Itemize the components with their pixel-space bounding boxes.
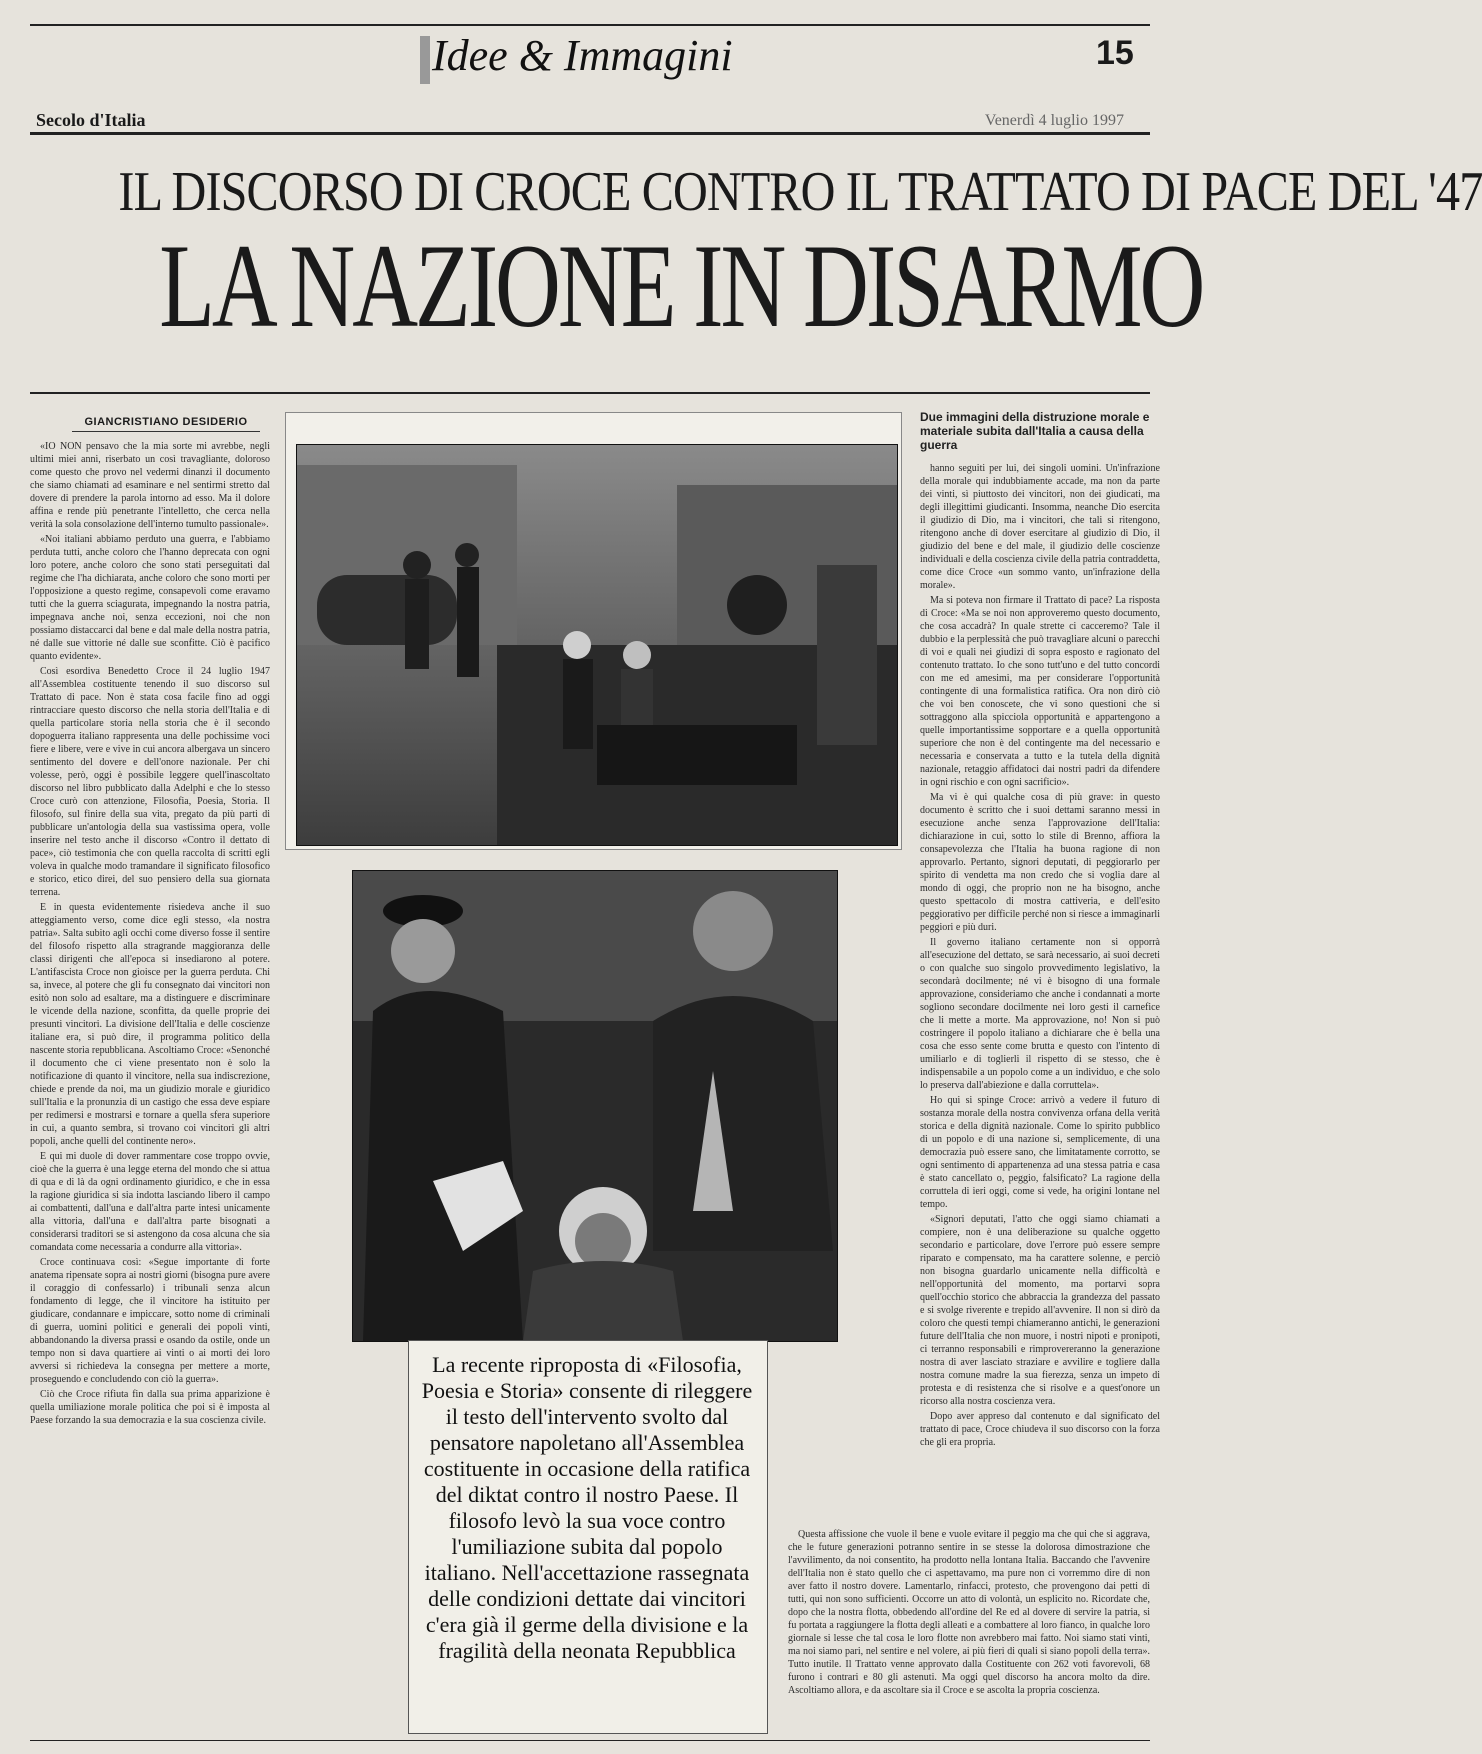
paragraph: E in questa evidentemente risiedeva anche il suo atteggiamento verso, come dice egli stesso, «la nostra patria». Salta subito agli occhi come diverso fosse il sentire del filosofo rispetto alla stragrande maggioranza delle classi dirigenti che all'epoca si insediarono al potere. L'antifascista Croce non gioisce per la guerra perduta. Chi sa, invece, al potere che gli fu consegnato dai vincitori non esitò non solo ad esaltare, ma a distinguere e discriminare le vicende della nazione, sconfitta, da quelle proprie dei presunti vincitori. La divisione dell'Italia e delle coscienze italiane era, si può dire, il programma politico della nascente storia repubblicana. Ascoltiamo Croce: «Senonché il documento che ci viene presentato non è solo la notificazione di quanto il vincitore, nella sua indiscrezione, chiede e prende da noi, ma un giudizio morale e giuridico sull'Italia e la pronunzia di un castigo che essa deve espiare per redimersi e mostrarsi e tornare a quella sfera superiore in cui, a quanto sembra, si trovano coi vincitori gli altri popoli, anche quelli del continente nero». — [30, 902, 270, 1147]
paragraph: «Noi italiani abbiamo perduto una guerra, e l'abbiamo perduta tutti, anche coloro che l'hanno deprecata con ogni loro potere, anche coloro che sono stati perseguitati dal regime che l'ha dichiarata, anche coloro che sono morti per l'opposizione a questo regime, consapevoli come eravamo tutti che la guerra sciagurata, impegnando la nostra patria, impegnava anche noi, senza eccezioni, noi che non possiamo distaccarci dal bene e dal male della nostra patria, né dalle sue vittorie né dalle sue sconfitte. Ciò è pacifico quanto evidente». — [30, 534, 270, 662]
paragraph: Dopo aver appreso dal contenuto e dal significato del trattato di pace, Croce chiudeva il suo discorso con la forza che gli era propria. — [920, 1411, 1160, 1448]
top-rule — [30, 24, 1150, 26]
paragraph: Ma vi è qui qualche cosa di più grave: in questo documento è scritto che i suoi dettami saranno messi in esecuzione anche senza l'approvazione dell'Italia: dichiarazione in cui, sotto lo stile di Brenno, affiora la consapevolezza che l'Italia ha buona ragione di non approvarlo. Pertanto, signori deputati, di peggiorarlo per spirito di vendetta ma non credo che si voglia dare al mondo di oggi, che proprio non ne ha bisogno, anche questo spettacolo di mostra cattiveria, e dell'esito peggiorativo per difficile perché non si riesce a immaginarli peggiori e più duri. — [920, 792, 1160, 933]
street-scene-photo — [296, 444, 898, 846]
right-column — [920, 462, 1160, 1502]
issue-date: Venerdì 4 luglio 1997 — [984, 112, 1124, 129]
paragraph: Il governo italiano certamente non si opporrà all'esecuzione del dettato, se sarà necessario, ai suoi decreti o con qualche suo singolo provvedimento legislativo, la secondarà docilmente; né vi è bisogno di una formale approvazione, consideriamo che anche i condannati a morte sogliono secondare docilmente nei loro gesti il carnefice che li mette a morte. Ma approvazione, no! Non si può costringere il popolo italiano a dichiarare che è bella una cosa che esso sente come brutta e questo con l'intento di umiliarlo e di toglierli il rispetto di se stesso, che è indispensabile a un popolo come a un individuo, e che solo lo preserva dall'abiezione e dalla corruttela». — [920, 937, 1160, 1091]
article-headline: LA NAZIONE IN DISARMO — [159, 219, 1203, 352]
paragraph: Questa affissione che vuole il bene e vuole evitare il peggio ma che qui che si aggrava, che le future generazioni potranno sentire in se stesse la dolorosa dimostrazione che l'avvilimento, da noi consentito, ha prodotto nella lontana Italia. Baccando che l'avvenire dell'Italia non è stato quello che ci aspettavamo, ma pure non ci vorremmo dire di non aver fatto il nostro dovere. Lamentarlo, rinfacci, protesto, che provengono dai petti di tutti, qui non sono sufficienti. Occorre un atto di volontà, un esplicito no. Ricordate che, dopo che la nostra flotta, obbedendo all'ordine del Re ed al dovere di servire la patria, si fu portata a raggiungere la flotta degli alleati e a combattere al loro fianco, in qualche loro giornale si lesse che tal cosa le loro flotte non avrebbero mai fatto. Noi siamo stati vinti, ma noi siamo pari, nel sentire e nel volere, ai più fieri di quali si siano popoli della terra». Tutto inutile. Il Trattato venne approvato dalla Costituente con 262 voti favorevoli, 68 furono i contrari e 80 gli astenuti. Ma oggi quel discorso ha ancora molto da dire. Ascoltiamo allora, e da ascoltare sia il Croce e se ascolta la propria coscienza. — [788, 1529, 1150, 1696]
bottom-rule — [30, 1740, 1150, 1741]
paragraph: Così esordiva Benedetto Croce il 24 luglio 1947 all'Assemblea costituente tenendo il suo discorso sul Trattato di pace. Non è stata cosa facile fino ad oggi rintracciare questo discorso che nella storia dell'Italia e di quella particolare storia nella storia che è il secondo dopoguerra italiano rappresenta una delle pochissime voci fiere e libere, vere e vive in cui ancora albergava un sincero sentimento del dovere e dell'onore nazionale. Per chi volesse, però, oggi è possibile leggere quell'inascoltato discorso nel libro pubblicato dalla Adelphi e che lo stesso Croce curò con attenzione, Filosofia, Poesia, Storia. Il filosofo, sul finire della sua vita, pregato da più parti di pubblicare un'antologia della sua vastissima opera, volle inserire nel testo anche il discorso «Contro il dettato di pace», ciò testimonia che con quella raccolta di scritti egli voleva in qualche modo tramandare il significato filosofico e storico, etico direi, del suo pensiero della sua giornata terrena. — [30, 666, 270, 898]
paragraph: Ma si poteva non firmare il Trattato di pace? La risposta di Croce: «Ma se noi non approveremo questo documento, che cosa accadrà? In quale strette ci cacceremo? Tale il dubbio e la perplessità che può travagliare alcuni o parecchi di voi e quali nei giudizi di sopra esposto e ragionato del contenuto trattato. Io che sono tutt'uno e del tutto concordi con me ed amesimi, ma per considerare l'opportunità contingente di una formalistica ratifica. Ora non dirò ciò che voi ben conoscete, che vi sono questioni che si sottraggono alla spicciola opportunità e appartengono a quelle importantissime sopportare e a quella opportunità superiore che non è del contingente ma del necessario e necessaria e conservata a tutto e la tutela della dignità nazionale, retaggio affidatoci dai nostri padri da difendere in ogni rischio e con ogni sacrificio». — [920, 595, 1160, 788]
paper-name: Secolo d'Italia — [36, 110, 146, 130]
paragraph: Ho qui si spinge Croce: arrivò a vedere il futuro di sostanza morale della nostra convivenza orfana della verità storica e della dignità nazionale. Come lo spirito pubblico di un popolo e di una nazione si, semplicemente, di una democrazia può essere sano, che limitatamente corrotto, se ogni sentimento di appartenenza ad una stessa patria e casa è stato cancellato o, peggio, falsificato? La ragione della corruttela di ieri oggi, come si vede, ha origini lontane nel tempo. — [920, 1095, 1160, 1210]
summary-text: La recente riproposta di «Filosofia, Poesia e Storia» consente di rileggere il testo dell'intervento svolto dal pensatore napoletano all'Assemblea costituente in occasione della ratifica del diktat contro il nostro Paese. Il filosofo levò la sua voce contro l'umiliazione subita dal popolo italiano. Nell'accettazione rassegnata delle condizioni dettate dai vincitori c'era già il germe della divisione e la fragilità della neonata Repubblica — [421, 1352, 753, 1663]
paragraph: hanno seguiti per lui, dei singoli uomini. Un'infrazione della morale qui indubbiamente accade, ma non da parte dei vinti, sì piuttosto dei vincitori, non dei giudicati, ma degli illegittimi giudicanti. Insomma, neanche Dio esercita il giudizio di Dio, ma i vincitori, che tali si ritengono, ritengono anche di dover esercitare al giudizio di Dio, il giudizio del bene e del male, il giudizio delle coscienze individuali e della coscienza civile della patria contraddetta, come dice Croce «un sommo vanto, un'infrazione della morale». — [920, 463, 1160, 591]
left-column — [30, 440, 270, 1530]
byline: GIANCRISTIANO DESIDERIO — [72, 416, 260, 432]
article-kicker: IL DISCORSO DI CROCE CONTRO IL TRATTATO DI PACE DEL '47 — [118, 161, 1482, 223]
street-scene-image — [297, 445, 897, 845]
paragraph: Croce continuava così: «Segue importante di forte anatema ripensate sopra ai nostri giorni (bisogna pure avere il coraggio di confessarlo) i tribunali senza alcun fondamento di legge, che il vincitore ha istituito per giudicare, condannare e impiccare, sotto nome di criminali di guerra, uomini politici e generali dei popoli vinti, abbandonando la diversa prassi e osando da ostile, onde un tempo non si dava quartiere ai vinti o ai morti dei loro avversi si richiedeva la consegna per mettere a morte, proseguendo e concludendo con ciò la guerra». — [30, 1257, 270, 1385]
page-number: 15 — [1096, 34, 1134, 72]
paragraph: «IO NON pensavo che la mia sorte mi avrebbe, negli ultimi miei anni, riserbato un così travagliante, doloroso come questo che provo nel vedermi dinanzi il documento che siamo chiamati ad esaminare e nel sentirmi stretto dal dovere di prendere la parola intorno ad esso. Ma il dolore affina e rende più penetrante l'intelletto, che cerca nella verità la sola consolazione dell'interno tumulto passionale». — [30, 441, 270, 530]
photo-caption: Due immagini della distruzione morale e materiale subita dall'Italia a causa della guerra — [920, 410, 1150, 452]
refugees-photo — [352, 870, 838, 1342]
bottom-column — [788, 1528, 1150, 1728]
masthead-rule — [30, 132, 1150, 135]
section-bar — [420, 36, 430, 84]
refugees-image — [353, 871, 837, 1341]
paragraph: «Signori deputati, l'atto che oggi siamo chiamati a compiere, non è una deliberazione su qualche oggetto secondario e particolare, dove l'errore può essere sempre riparato e compensato, ma ha carattere solenne, e perciò non bisogna guardarlo unicamente nella difficoltà e nell'opportunità del momento, ma portarvi sopra quell'occhio storico che abbraccia la grandezza del passato e si svolge riverente e trepido all'avvenire. Il non si dirò da coloro che questi tempi chiameranno antichi, le generazioni future dell'Italia che non muore, i nostri nipoti e pronipoti, ci terranno responsabili e rimprovereranno la generazione nostra di aver lasciato straziare e avvilire e togliere dalla nostra comune madre la sua fierezza, senza un impeto di protesta e di resistenza che si risolve e a quest'onore un ricorso alla nostra coscienza vera. — [920, 1214, 1160, 1407]
paragraph: Ciò che Croce rifiuta fin dalla sua prima apparizione è quella umiliazione morale politica che poi si è imposta al Paese forzando la sua democrazia e la sua coscienza civile. — [30, 1389, 270, 1426]
section-title: Idee & Immagini — [432, 31, 733, 80]
headline-rule — [30, 392, 1150, 394]
paragraph: E qui mi duole di dover rammentare cose troppo ovvie, cioè che la guerra è una legge eterna del mondo che si attua di qua e di là da ogni ordinamento giuridico, e che in essa la ragione giuridica si sia indotta lasciando libero il campo ai combattenti, dall'una e dall'altra parte intesi unicamente alla vittoria, dall'una e dall'altra parte bisognati a considerarsi traditori se si astengono da cosa alcuna che sia comandata come necessaria a condurre alla vittoria». — [30, 1151, 270, 1253]
